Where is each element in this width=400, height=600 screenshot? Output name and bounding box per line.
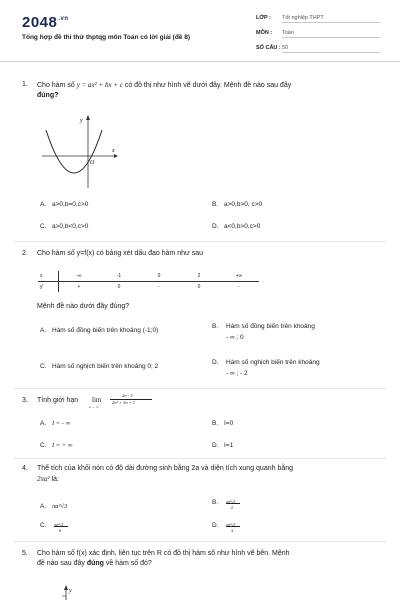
question-2-text: Cho hàm số y=f(x) có bảng xét dấu đạo hàm như sau	[37, 250, 203, 257]
q2-option-a[interactable]: A. Hàm số đồng biến trên khoảng (-1;0)	[40, 327, 159, 334]
question-4-text: Thể tích của khối nón có độ dài đường sinh bằng 2a và diện tích xung quanh bằng 2πa² là:	[37, 465, 294, 483]
question-1-text: Cho hàm số y = ax² + bx + c có đồ thị như hình vẽ dưới đây. Mệnh đề nào sau đây đúng?	[37, 81, 292, 99]
q4-option-b[interactable]: B. πa³√3 2	[212, 498, 224, 507]
question-5-text: Cho hàm số f(x) xác định, liên tục trên R có đồ thị hàm số như hình vẽ bên. Mệnh đề nào sau đây đúng về hàm số đó?	[37, 550, 290, 567]
q5-graph	[56, 584, 86, 600]
graph-origin-label: O	[90, 160, 95, 166]
q4-option-a[interactable]: A. πa³√3	[40, 503, 68, 510]
q1-option-d[interactable]: D. a<0,b>0,c>0	[212, 223, 261, 230]
divider	[14, 388, 386, 389]
meta-question-count: SỐ CÂU :50	[256, 45, 380, 53]
document-page: $2048^{.vn}$ Tổng hợp đề thi thử thptqg môn Toán có lời giải (đề 8) LỚP : Tốt nghiệp THPT MÔN : Toán SỐ CÂU :50 1. Cho hàm số y = ax² + bx + c có đồ thị như hình vẽ dưới đây. Mệnh đề nào sau đây đúng? y x O A. a>0,b=0,c>0 B. a>0,b>0, c>0 C. a>0,b<0,c>0 D. a<0,b>0,c>0 2. Cho hàm số y=f(x) có bảng xét dấu đạo hàm như sau x -∞ -1 0 2 +∞ y' + 0 - 0 - Mệnh đề nào dưới đây đúng? A. Hàm số đồng biến trên khoảng (-1;0) B. Hàm số đồng biến trên khoảng - ∞ ; 0 C. Hàm số nghịch biến trên khoảng 0; 2 D. Hàm số nghịch biến trên khoảng - ∞ ; - 2 3. Tính giới hạn lim n → ∞ 2n - 3 2n² + 3n + 1 A. I = - ∞ B. I=0 C. I = + ∞ D. I=1 4. Thể tích của khối nón có độ dài đường sinh bằng 2a và diện tích xung quanh bằng 2πa² là: A. πa³√3 B. πa³√3 2 C. πa³√3 6 D. πa³√3 3 5. Cho hàm số f(x) xác định, liên tục trên R có đồ thị hàm số như hình vẽ bên. Mệnh đề nào sau đây đúng về hàm số đó? y	[0, 0, 400, 600]
q1-option-c[interactable]: C. a>0,b<0,c>0	[40, 223, 89, 230]
q3-option-b[interactable]: B. I=0	[212, 420, 234, 427]
question-3-text: Tính giới hạn	[37, 397, 79, 404]
q2-option-c[interactable]: C. Hàm số nghịch biến trên khoảng 0; 2	[40, 363, 159, 370]
q3-option-d[interactable]: D. I=1	[212, 442, 234, 449]
q4-option-d[interactable]: D. πa³√3 3	[212, 521, 224, 530]
divider	[14, 241, 386, 242]
q3-option-a[interactable]: A. I = - ∞	[40, 420, 71, 427]
divider	[14, 541, 386, 542]
document-title: Tổng hợp đề thi thử thptqg môn Toán có lời giải (đề 8)	[22, 34, 191, 41]
q1-option-a[interactable]: A. a>0,b=0,c>0	[40, 201, 89, 208]
graph-x-label: x	[112, 148, 115, 154]
q5-graph-y-label: y	[69, 588, 72, 594]
question-2-prompt: Mệnh đề nào dưới đây đúng?	[37, 303, 130, 310]
header-divider	[0, 61, 400, 62]
logo: $2048^{.vn}$	[22, 14, 69, 31]
meta-class: LỚP : Tốt nghiệp THPT	[256, 15, 380, 23]
limit-expression: lim n → ∞ 2n - 3 2n² + 3n + 1	[92, 393, 162, 413]
q1-option-b[interactable]: B. a>0,b>0, c>0	[212, 201, 263, 208]
divider	[14, 458, 386, 459]
meta-subject: MÔN : Toán	[256, 30, 380, 38]
q2-option-b[interactable]: B. Hàm số đồng biến trên khoảng - ∞ ; 0	[212, 323, 315, 341]
parabola-graph	[40, 112, 120, 190]
q2-option-d[interactable]: D. Hàm số nghịch biến trên khoảng - ∞ ; - 2	[212, 359, 320, 377]
q4-option-c[interactable]: C. πa³√3 6	[40, 521, 52, 530]
q3-option-c[interactable]: C. I = + ∞	[40, 442, 73, 449]
sign-table: x -∞ -1 0 2 +∞ y' + 0 - 0 -	[38, 271, 259, 292]
graph-y-label: y	[80, 118, 83, 124]
